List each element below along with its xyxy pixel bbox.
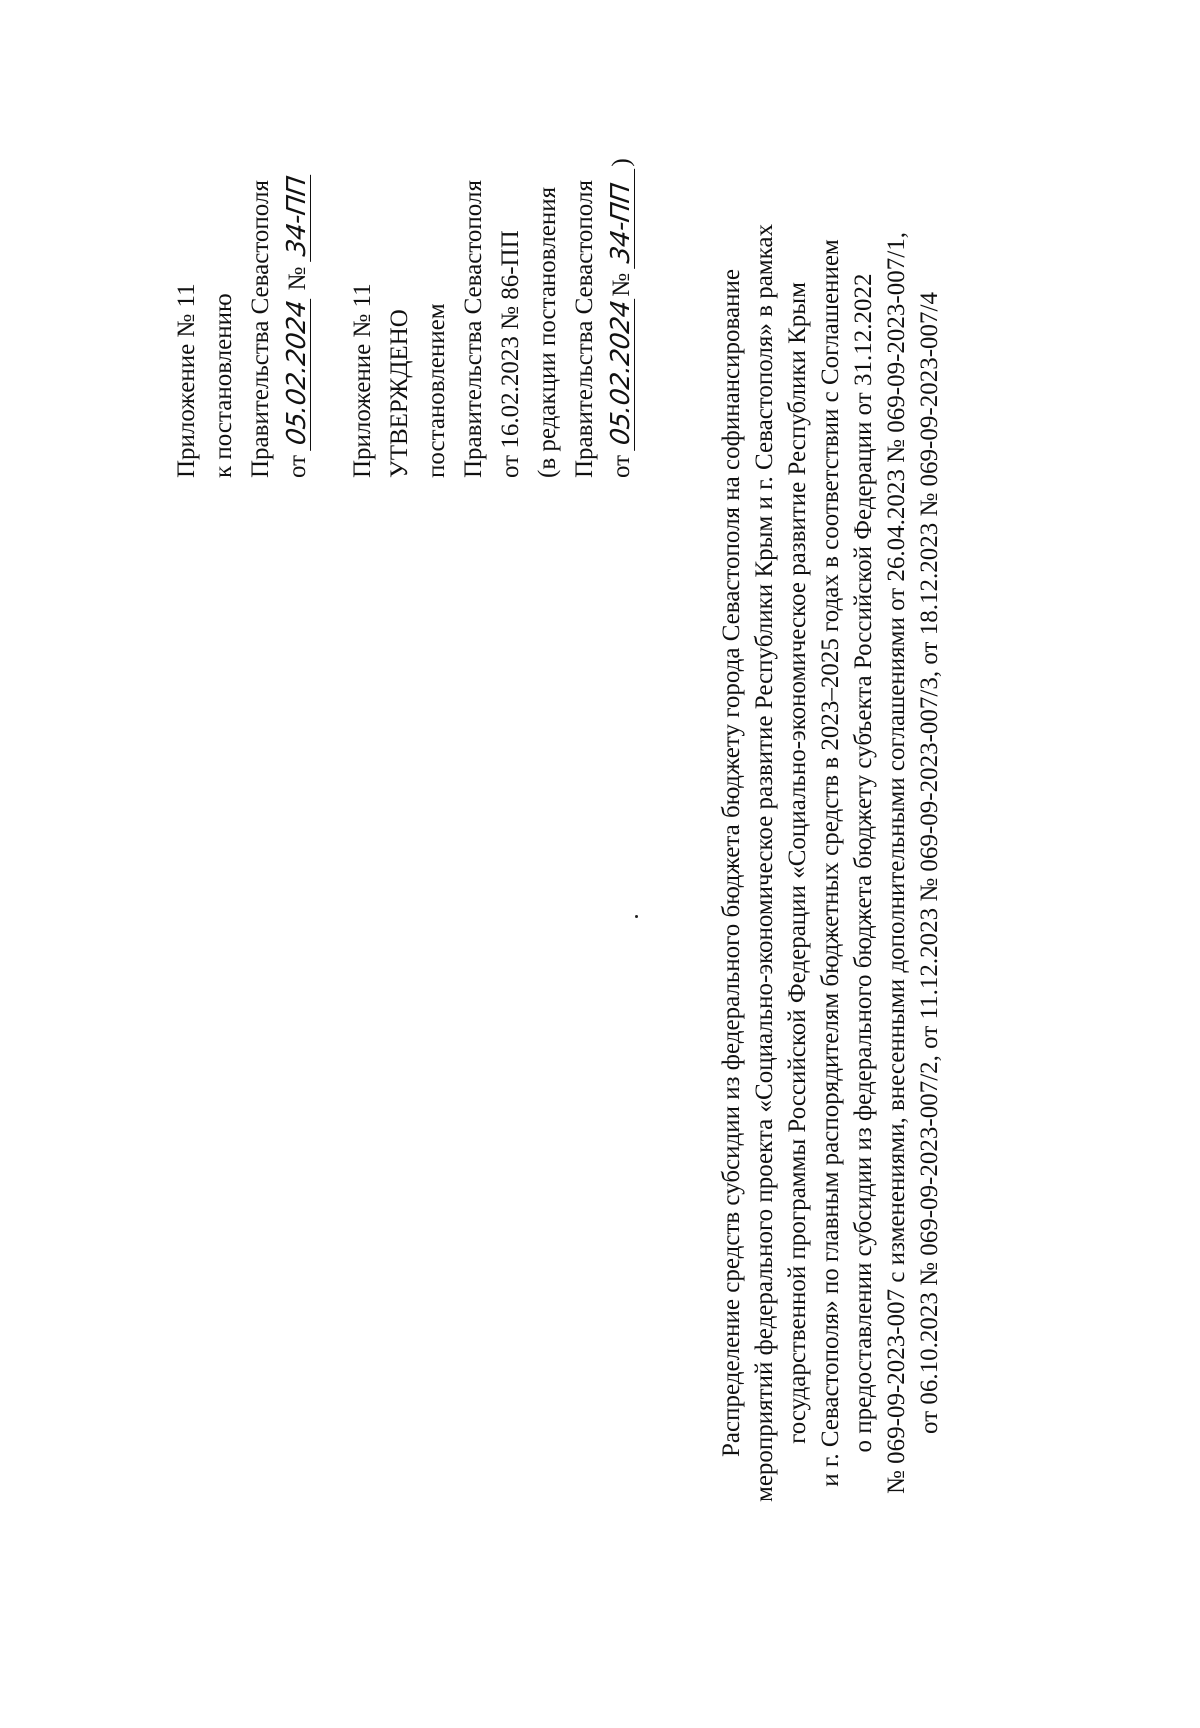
- handwritten-date: 05.02.2024: [284, 295, 311, 451]
- approval-current-from: от: [284, 454, 311, 478]
- approval-original-line4: Правительства Севастополя: [460, 180, 487, 478]
- document-title: [715, 148, 946, 1578]
- approval-current-date-line: [279, 18, 316, 478]
- title-line: № 069-09-2023-007 с изменениями, внесенными дополнительными соглашениями от 26.04.2023 № 069-09-2023-007/1,: [883, 232, 910, 1494]
- approval-original-number-sign: №: [608, 272, 635, 297]
- title-line: и г. Севастополя» по главным распорядителям бюджетных средств в 2023–2025 годах в соответствии с Соглашением: [817, 239, 844, 1487]
- approval-original-line1: Приложение № 11: [349, 283, 376, 478]
- approval-stamp-block: [168, 18, 640, 478]
- approval-current-line1: Приложение № 11: [173, 283, 200, 478]
- approval-spacer: [316, 18, 344, 478]
- title-line: мероприятий федерального проекта «Социально-экономическое развитие Республики Крым и г. Севастополя» в рамках: [751, 224, 778, 1502]
- approval-original-line7: Правительства Севастополя: [571, 180, 598, 478]
- approval-original-line3: постановлением: [423, 303, 450, 478]
- approval-current-line2: к постановлению: [210, 293, 237, 478]
- closing-paren: ): [608, 158, 635, 167]
- approval-original-from: от: [608, 454, 635, 478]
- handwritten-date-edition: 05.02.2024: [608, 295, 635, 451]
- handwritten-number-edition: 34-ПП: [608, 165, 635, 269]
- approval-original-line5: от 16.02.2023 № 86-ПП: [497, 230, 524, 478]
- approval-current-number-sign: №: [284, 266, 311, 291]
- title-line: о предоставлении субсидии из федерального бюджета бюджету субъекта Российской Федерации от 31.12.2022: [850, 273, 877, 1453]
- title-line: от 06.10.2023 № 069-09-2023-007/2, от 11.12.2023 № 069-09-2023-007/3, от 18.12.2023 № 069-09-2023-007/4: [916, 292, 943, 1434]
- approval-original-line6: (в редакции постановления: [534, 186, 561, 478]
- approval-original-date-line: [603, 18, 640, 478]
- scan-speck: [635, 915, 638, 918]
- title-line: Распределение средств субсидии из федерального бюджета бюджету города Севастополя на софинансирование: [718, 269, 745, 1457]
- handwritten-number: 34-ПП: [284, 171, 311, 262]
- approval-original-line2: УТВЕРЖДЕНО: [386, 309, 413, 478]
- title-line: государственной программы Российской Федерации «Социально-экономическое развитие Республики Крым: [784, 282, 811, 1444]
- approval-current-line3: Правительства Севастополя: [247, 180, 274, 478]
